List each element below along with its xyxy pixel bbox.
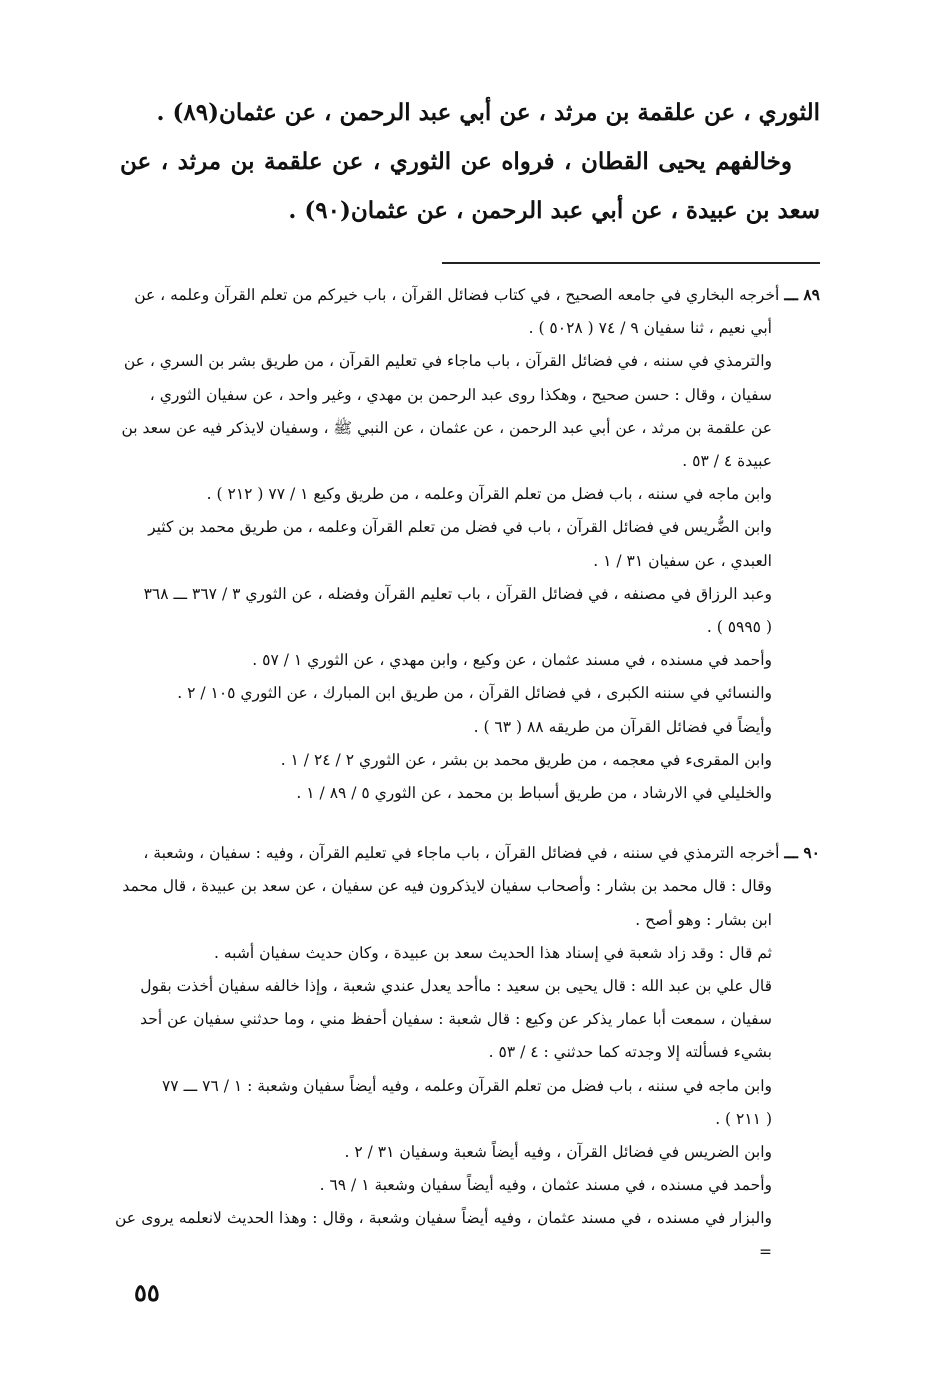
footnote-line: وأحمد في مسنده ، في مسند عثمان ، عن وكيع ، وابن مهدي ، عن الثوري ١ / ٥٧ . (252, 651, 772, 670)
footnote-number: ٩٠ ـــ (784, 843, 820, 863)
footnote-text: أخرجه البخاري في جامعه الصحيح ، في كتاب فضائل القرآن ، باب خيركم من تعلم القرآن وعلمه ، عن (134, 286, 780, 304)
page-number: ٥٥ (134, 1278, 160, 1307)
footnote-line: والبزار في مسنده ، في مسند عثمان ، وفيه أيضاً سفيان وشعبة ، وقال : وهذا الحديث لانعلمه يروى عن = (115, 1209, 772, 1261)
footnote-text: أخرجه الترمذي في سننه ، في فضائل القرآن ، باب ماجاء في تعليم القرآن ، وفيه : سفيان ، وشعبة ، (143, 844, 780, 863)
main-text (120, 88, 820, 235)
main-paragraph-1: الثوري ، عن علقمة بن مرثد ، عن أبي عبد الرحمن ، عن عثمان(٨٩) . (156, 99, 820, 126)
footnote-line: سفيان ، وقال : حسن صحيح ، وهكذا روى عبد الرحمن بن مهدي ، وغير واحد ، عن سفيان الثوري ، (149, 385, 772, 404)
footnote-line: أبي نعيم ، ثنا سفيان ٩ / ٧٤ ( ٥٠٢٨ ) . (528, 319, 772, 338)
footnote-line: وعبد الرزاق في مصنفه ، في فضائل القرآن ، باب تعليم القرآن وفضله ، عن الثوري ٣ / ٣٦٧ ـــ ٣٦٨ (143, 584, 772, 603)
footnote-line: ( ٥٩٩٥ ) . (706, 618, 772, 637)
footnote-line: وابن المقرىء في معجمه ، من طريق محمد بن بشر ، عن الثوري ٢ / ٢٤ / ١ . (280, 750, 772, 769)
footnote-line: والخليلي في الارشاد ، من طريق أسباط بن محمد ، عن الثوري ٥ / ٨٩ / ١ . (296, 784, 772, 803)
footnote-line: وابن ماجه في سننه ، باب فضل من تعلم القرآن وعلمه ، وفيه أيضاً سفيان وشعبة : ١ / ٧٦ ـــ ٧٧ (161, 1076, 772, 1095)
footnote-line: وقال : قال محمد بن بشار : وأصحاب سفيان لايذكرون فيه عن سفيان ، عن سعد بن عبيدة ، قال محمد (122, 877, 772, 896)
footnote-line: والترمذي في سننه ، في فضائل القرآن ، باب ماجاء في تعليم القرآن ، من طريق بشر بن السري ، عن (123, 352, 772, 371)
footnote-line: وابن الضُّريس في فضائل القرآن ، باب في فضل من تعلم القرآن وعلمه ، من طريق محمد بن كثير (148, 518, 772, 537)
main-paragraph-2: وخالفهم يحيى القطان ، فرواه عن الثوري ، عن علقمة بن مرثد ، عن سعد بن عبيدة ، عن أبي عبد الرحمن ، عن عثمان(٩٠) . (120, 148, 820, 224)
footnote-line: عن علقمة بن مرثد ، عن أبي عبد الرحمن ، عن عثمان ، عن النبي ﷺ ، وسفيان لايذكر فيه عن سعد بن (121, 418, 772, 437)
footnote-line (115, 278, 820, 312)
footnote-line: بشيء فسألته إلا وجدته كما حدثني : ٤ / ٥٣ . (488, 1043, 772, 1062)
footnote-line: ( ٢١١ ) . (715, 1109, 772, 1128)
footnote-line (115, 836, 820, 870)
footnotes (115, 278, 820, 1269)
footnote-line: وابن ماجه في سننه ، باب فضل من تعلم القرآن وعلمه ، من طريق وكيع ١ / ٧٧ ( ٢١٢ ) . (206, 485, 772, 504)
footnote-line: وأحمد في مسنده ، في مسند عثمان ، وفيه أيضاً سفيان وشعبة ١ / ٦٩ . (319, 1176, 772, 1195)
footnote-line: قال علي بن عبد الله : قال يحيى بن سعيد : ماأحد يعدل عندي شعبة ، وإذا خالفه سفيان أخذت بقول (140, 977, 772, 996)
footnote-89 (115, 278, 820, 810)
footnote-line: سفيان ، سمعت أبا عمار يذكر عن وكيع : قال شعبة : سفيان أحفظ مني ، وما حدثني سفيان عن أحد (140, 1010, 772, 1029)
footnote-line: والنسائي في سننه الكبرى ، في فضائل القرآن ، من طريق ابن المبارك ، عن الثوري ١٠٥ / ٢ . (177, 684, 772, 703)
footnote-line: ثم قال : وقد زاد شعبة في إسناد هذا الحديث سعد بن عبيدة ، وكان حديث سفيان أشبه . (214, 943, 772, 962)
footnote-separator (442, 262, 820, 264)
footnote-line: عبيدة ٤ / ٥٣ . (682, 452, 772, 471)
footnote-number: ٨٩ ـــ (784, 285, 820, 304)
footnote-line: العبدي ، عن سفيان ٣١ / ١ . (593, 551, 772, 570)
footnote-line: وابن الضريس في فضائل القرآن ، وفيه أيضاً شعبة وسفيان ٣١ / ٢ . (344, 1143, 772, 1162)
footnote-line: ابن بشار : وهو أصح . (635, 910, 772, 929)
footnote-line: وأيضاً في فضائل القرآن من طريقه ٨٨ ( ٦٣ ) . (473, 717, 772, 736)
footnote-90 (115, 836, 820, 1269)
